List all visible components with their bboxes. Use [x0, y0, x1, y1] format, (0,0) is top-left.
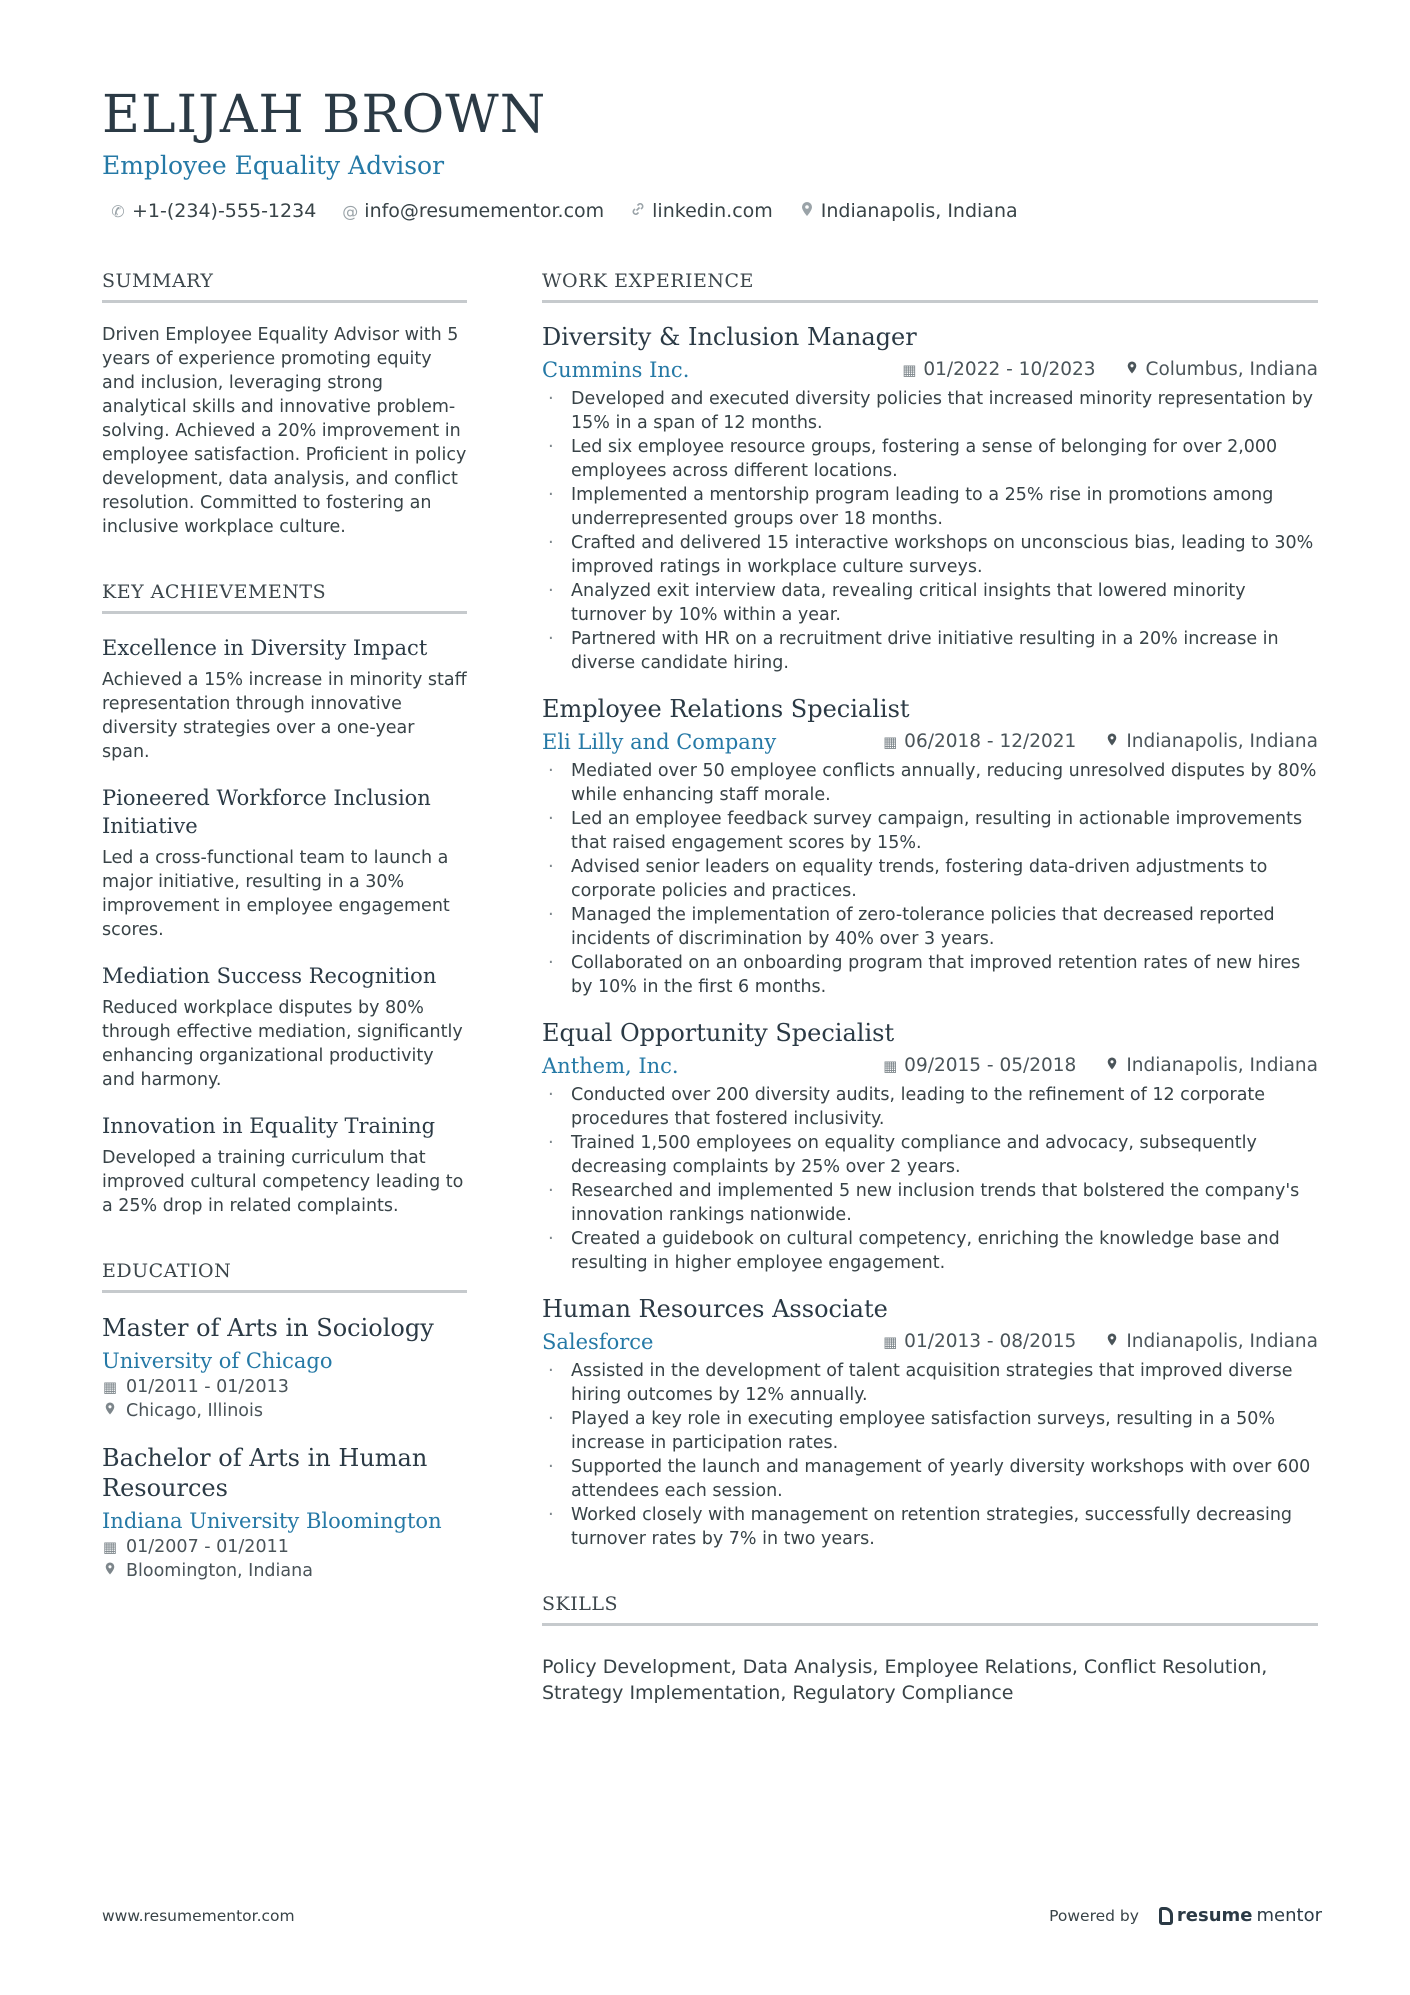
achievement-item [102, 784, 467, 942]
brand-logo [1159, 1905, 1322, 1926]
achievement-desc: Developed a training curriculum that improved cultural competency leading to a 25% drop in related complaints. [102, 1148, 464, 1216]
job-bullet: · Analyzed exit interview data, revealing critical insights that lowered minority turnover by 10% within a year. [542, 579, 1318, 627]
achievement-title: Mediation Success Recognition [102, 964, 437, 988]
brand-mark-icon [1159, 1907, 1173, 1925]
job-location [1104, 1051, 1318, 1081]
edu-degree: Bachelor of Arts in Human Resources [102, 1444, 428, 1502]
skills-heading: SKILLS [542, 1591, 1318, 1626]
job-bullet: · Partnered with HR on a recruitment drive initiative resulting in a 20% increase in diverse candidate hiring. [542, 627, 1318, 675]
job-location-text: Columbus, Indiana [1145, 359, 1318, 380]
job-title: Human Resources Associate [542, 1295, 888, 1323]
calendar-icon: ▦ [102, 1378, 118, 1396]
calendar-icon: ▦ [102, 1538, 118, 1556]
job-location [1104, 1327, 1318, 1357]
job-location [1124, 355, 1318, 385]
achievements-heading: KEY ACHIEVEMENTS [102, 579, 467, 614]
candidate-name: ELIJAH BROWN [102, 85, 547, 145]
summary-heading: SUMMARY [102, 268, 467, 303]
job-bullet: · Managed the implementation of zero-tolerance policies that decreased reported incidents of discrimination by 40% over 3 years. [542, 903, 1318, 951]
footer-website[interactable]: www.resumementor.com [102, 1906, 295, 1925]
calendar-icon: ▦ [883, 1057, 898, 1075]
powered-by [1049, 1905, 1322, 1926]
summary-section [102, 268, 467, 539]
job-company: Eli Lilly and Company [542, 730, 777, 754]
job-bullet: · Advised senior leaders on equality trends, fostering data-driven adjustments to corporate policies and practices. [542, 855, 1318, 903]
job-bullet: · Researched and implemented 5 new inclusion trends that bolstered the company's innovation rankings nationwide. [542, 1179, 1318, 1227]
job-item [542, 321, 1318, 675]
job-title: Equal Opportunity Specialist [542, 1019, 895, 1047]
job-meta-row [542, 355, 1318, 385]
calendar-icon: ▦ [883, 1333, 898, 1351]
edu-location [102, 1559, 467, 1583]
achievements-section [102, 579, 467, 1218]
job-location-text: Indianapolis, Indiana [1126, 731, 1318, 752]
achievement-desc: Led a cross-functional team to launch a major initiative, resulting in a 30% improvement in employee engagement scores. [102, 848, 450, 940]
email-text[interactable]: info@resumementor.com [364, 200, 605, 222]
phone-text: +1-(234)-555-1234 [132, 200, 317, 222]
edu-school: University of Chicago [102, 1349, 333, 1373]
achievement-desc: Achieved a 15% increase in minority staff representation through innovative diversity strategies over a one-year span. [102, 670, 467, 762]
candidate-title: Employee Equality Advisor [102, 151, 445, 180]
education-heading: EDUCATION [102, 1258, 467, 1293]
phone-icon: ✆ [111, 201, 125, 221]
edu-dates-text: 01/2011 - 01/2013 [126, 1377, 289, 1397]
achievement-item [102, 962, 467, 1092]
resume-header [102, 84, 1322, 222]
contact-location [799, 200, 1018, 222]
education-item [102, 1443, 467, 1583]
edu-school: Indiana University Bloomington [102, 1509, 442, 1533]
job-dates-text: 09/2015 - 05/2018 [904, 1055, 1077, 1076]
job-bullet: · Crafted and delivered 15 interactive workshops on unconscious bias, leading to 30% improved ratings in workplace culture surveys. [542, 531, 1318, 579]
education-item [102, 1313, 467, 1423]
experience-section [542, 268, 1318, 1551]
job-meta-row [542, 727, 1318, 757]
job-bullet: · Conducted over 200 diversity audits, leading to the refinement of 12 corporate procedures that fostered inclusivity. [542, 1083, 1318, 1131]
job-bullet: · Trained 1,500 employees on equality compliance and advocacy, subsequently decreasing complaints by 25% over 2 years. [542, 1131, 1318, 1179]
calendar-icon: ▦ [902, 361, 917, 379]
job-meta-row [542, 1051, 1318, 1081]
edu-dates-text: 01/2007 - 01/2011 [126, 1537, 289, 1557]
at-icon: @ [342, 201, 359, 221]
achievement-item [102, 634, 467, 764]
job-bullet: · Played a key role in executing employee satisfaction surveys, resulting in a 50% increase in participation rates. [542, 1407, 1318, 1455]
skills-section [542, 1591, 1318, 1706]
edu-dates [102, 1535, 467, 1559]
link-icon [630, 201, 646, 221]
edu-dates [102, 1375, 467, 1399]
right-column [542, 268, 1318, 1746]
achievement-title: Excellence in Diversity Impact [102, 636, 428, 660]
job-company: Cummins Inc. [542, 358, 690, 382]
job-item [542, 1017, 1318, 1275]
location-pin-icon [1104, 1051, 1120, 1081]
job-meta-row [542, 1327, 1318, 1357]
job-dates [882, 727, 1076, 757]
achievement-item [102, 1112, 467, 1218]
job-company: Anthem, Inc. [542, 1054, 679, 1078]
job-title: Diversity & Inclusion Manager [542, 323, 917, 351]
job-location-text: Indianapolis, Indiana [1126, 1055, 1318, 1076]
job-bullet: · Supported the launch and management of yearly diversity workshops with over 600 attendees each session. [542, 1455, 1318, 1503]
location-pin-icon [1104, 727, 1120, 757]
job-title: Employee Relations Specialist [542, 695, 910, 723]
skills-text: Policy Development, Data Analysis, Employee Relations, Conflict Resolution, Strategy Implementation, Regulatory Compliance [542, 1656, 1268, 1704]
left-column [102, 268, 467, 1623]
contact-email[interactable] [342, 200, 604, 222]
job-bullet: · Led six employee resource groups, fostering a sense of belonging for over 2,000 employees across different locations. [542, 435, 1318, 483]
page-footer [102, 1905, 1322, 1926]
edu-location-text: Bloomington, Indiana [126, 1561, 313, 1581]
edu-degree: Master of Arts in Sociology [102, 1314, 434, 1342]
edu-location-text: Chicago, Illinois [126, 1401, 263, 1421]
location-pin-icon [1104, 1327, 1120, 1357]
job-dates-text: 06/2018 - 12/2021 [904, 731, 1077, 752]
brand-resume: resume [1176, 1905, 1253, 1926]
job-bullet: · Implemented a mentorship program leading to a 25% rise in promotions among underrepresented groups over 18 months. [542, 483, 1318, 531]
education-section [102, 1258, 467, 1583]
location-pin-icon [1124, 355, 1140, 385]
job-bullet: · Assisted in the development of talent acquisition strategies that improved diverse hiring outcomes by 12% annually. [542, 1359, 1318, 1407]
contact-phone [110, 200, 316, 222]
job-bullet: · Led an employee feedback survey campaign, resulting in actionable improvements that raised engagement scores by 15%. [542, 807, 1318, 855]
summary-text: Driven Employee Equality Advisor with 5 years of experience promoting equity and inclusion, leveraging strong analytical skills and innovative problem-solving. Achieved a 20% improvement in employee satisfaction. Proficient in policy development, data analysis, and conflict resolution. Committed to fostering an inclusive workplace culture. [102, 325, 467, 537]
achievement-title: Innovation in Equality Training [102, 1114, 436, 1138]
powered-by-text: Powered by [1049, 1906, 1139, 1925]
location-pin-icon [102, 1559, 118, 1583]
job-bullets [542, 387, 1318, 675]
achievement-desc: Reduced workplace disputes by 80% through effective mediation, significantly enhancing organizational productivity and harmony. [102, 998, 463, 1090]
job-bullet: · Mediated over 50 employee conflicts annually, reducing unresolved disputes by 80% while enhancing staff morale. [542, 759, 1318, 807]
location-text: Indianapolis, Indiana [820, 200, 1018, 222]
job-bullet: · Developed and executed diversity policies that increased minority representation by 15% in a span of 12 months. [542, 387, 1318, 435]
job-bullets [542, 1083, 1318, 1275]
job-location [1104, 727, 1318, 757]
job-item [542, 693, 1318, 999]
job-dates [901, 355, 1095, 385]
job-dates-text: 01/2013 - 08/2015 [904, 1331, 1077, 1352]
job-bullets [542, 759, 1318, 999]
achievement-title: Pioneered Workforce Inclusion Initiative [102, 786, 431, 838]
edu-location [102, 1399, 467, 1423]
location-pin-icon [102, 1399, 118, 1423]
job-company: Salesforce [542, 1330, 654, 1354]
job-dates-text: 01/2022 - 10/2023 [923, 359, 1096, 380]
calendar-icon: ▦ [883, 733, 898, 751]
job-bullets [542, 1359, 1318, 1551]
job-bullet: · Created a guidebook on cultural competency, enriching the knowledge base and resulting in higher employee engagement. [542, 1227, 1318, 1275]
experience-heading: WORK EXPERIENCE [542, 268, 1318, 303]
job-dates [882, 1051, 1076, 1081]
job-bullet: · Collaborated on an onboarding program that improved retention rates of new hires by 10% in the first 6 months. [542, 951, 1318, 999]
contact-bar [102, 200, 1322, 222]
linkedin-text[interactable]: linkedin.com [652, 200, 773, 222]
job-bullet: · Worked closely with management on retention strategies, successfully decreasing turnover rates by 7% in two years. [542, 1503, 1318, 1551]
contact-linkedin[interactable] [630, 200, 773, 222]
job-item [542, 1293, 1318, 1551]
location-pin-icon [799, 201, 815, 221]
job-location-text: Indianapolis, Indiana [1126, 1331, 1318, 1352]
brand-mentor: mentor [1256, 1905, 1322, 1926]
job-dates [882, 1327, 1076, 1357]
